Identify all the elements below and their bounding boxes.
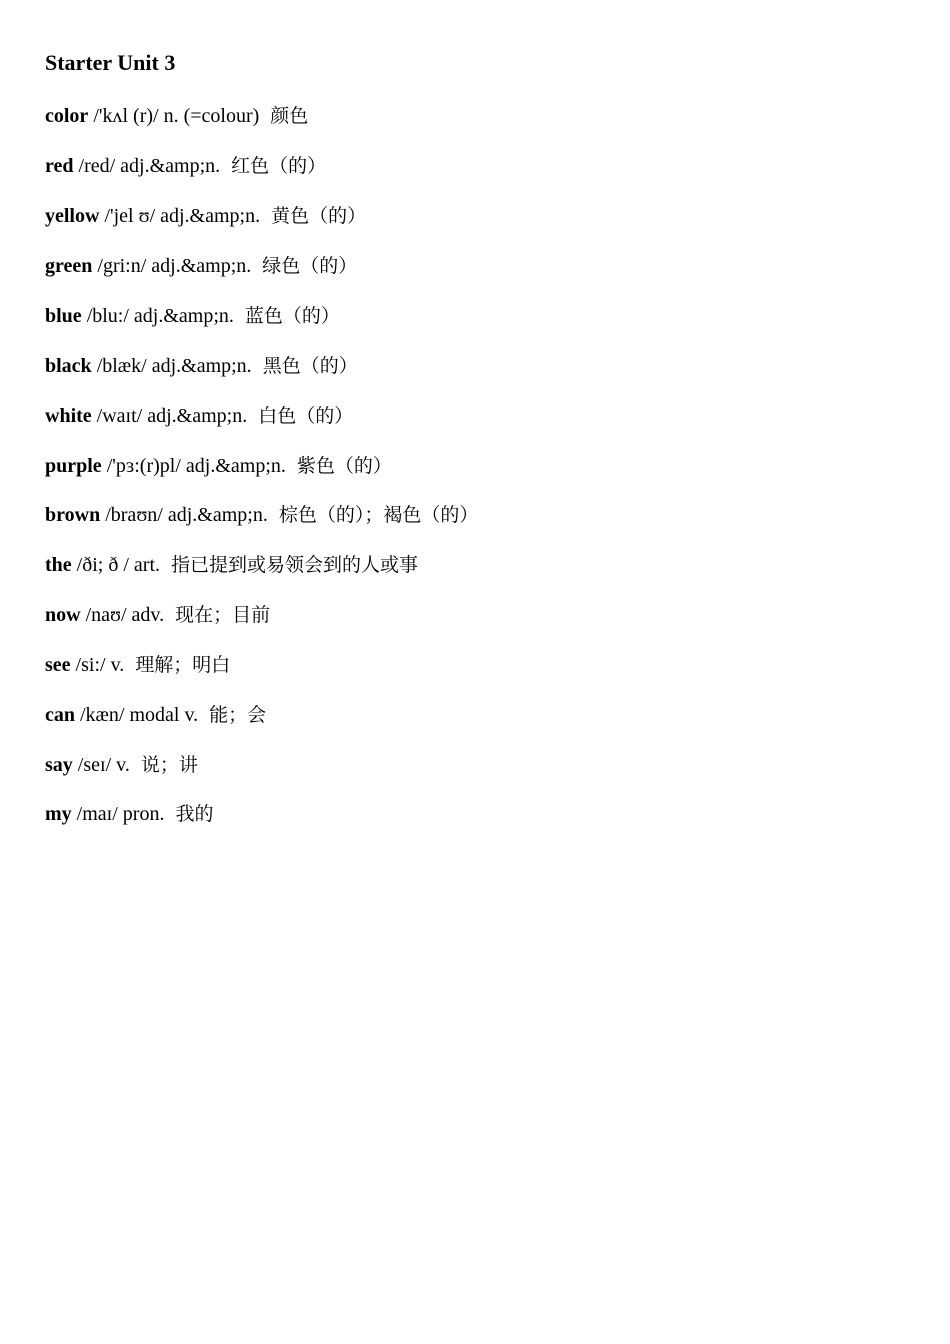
vocab-entry-the: [45, 552, 418, 578]
entry-pos: pron.: [122, 803, 165, 825]
entry-word: can: [45, 704, 75, 726]
vocab-entry-red: [45, 153, 326, 179]
entry-word: blue: [45, 305, 82, 327]
vocab-entry-white: [45, 403, 353, 429]
vocab-entry-black: [45, 353, 358, 379]
entry-phonetic: /naʊ/: [85, 604, 127, 626]
entry-meaning: 能；会: [209, 704, 267, 726]
vocab-entry-say: [45, 752, 198, 778]
vocab-entry-blue: [45, 303, 340, 329]
entry-word: green: [45, 255, 93, 277]
vocab-entry-brown: [45, 502, 478, 528]
entry-meaning: 黄色（的）: [271, 205, 367, 227]
entry-phonetic: /seɪ/: [77, 754, 112, 776]
entry-word: color: [45, 105, 89, 127]
vocab-entry-can: [45, 702, 266, 728]
entry-meaning: 颜色: [270, 105, 309, 127]
entry-meaning: 指已提到或易领会到的人或事: [171, 554, 419, 576]
vocab-entry-purple: [45, 453, 392, 479]
entry-phonetic: /red/: [78, 155, 116, 177]
entry-meaning: 紫色（的）: [296, 455, 392, 477]
entry-pos: adj.&amp;n.: [151, 355, 252, 377]
entry-pos: adj.&amp;n.: [167, 504, 268, 526]
entry-word: yellow: [45, 205, 100, 227]
page-title: Starter Unit 3: [45, 50, 176, 75]
entry-pos: adj.&amp;n.: [160, 205, 261, 227]
entry-phonetic: /maɪ/: [76, 803, 118, 825]
entry-phonetic: /kæn/: [80, 704, 125, 726]
entry-meaning: 绿色（的）: [262, 255, 358, 277]
entry-word: black: [45, 355, 92, 377]
vocab-entry-yellow: [45, 203, 366, 229]
entry-meaning: 现在；目前: [175, 604, 271, 626]
entry-phonetic: /blæk/: [96, 355, 147, 377]
entry-meaning: 棕色（的）；褐色（的）: [278, 504, 479, 526]
vocab-entry-now: [45, 602, 270, 628]
entry-word: purple: [45, 455, 102, 477]
entry-meaning: 理解；明白: [135, 654, 231, 676]
entry-pos: adj.&amp;n.: [120, 155, 221, 177]
vocab-entry-see: [45, 652, 230, 678]
entry-pos: adj.&amp;n.: [185, 455, 286, 477]
entry-meaning: 我的: [175, 803, 214, 825]
entry-phonetic: /ði; ð /: [76, 554, 129, 576]
entry-meaning: 红色（的）: [231, 155, 327, 177]
entry-pos: n. (=colour): [163, 105, 260, 127]
vocab-entry-green: [45, 253, 357, 279]
entry-phonetic: /'kʌl (r)/: [93, 105, 159, 127]
entry-meaning: 白色（的）: [258, 405, 354, 427]
entry-word: say: [45, 754, 73, 776]
entry-word: see: [45, 654, 71, 676]
entry-phonetic: /si:/: [75, 654, 106, 676]
entry-meaning: 说；讲: [140, 754, 198, 776]
entry-word: red: [45, 155, 74, 177]
entry-word: now: [45, 604, 81, 626]
entry-pos: art.: [133, 554, 160, 576]
entry-pos: v.: [116, 754, 130, 776]
entry-meaning: 黑色（的）: [262, 355, 358, 377]
entry-pos: v.: [110, 654, 125, 676]
entry-word: brown: [45, 504, 101, 526]
entry-phonetic: /braʊn/: [105, 504, 163, 526]
entry-phonetic: /'pɜ:(r)pl/: [106, 455, 181, 477]
entry-word: my: [45, 803, 72, 825]
entry-pos: adj.&amp;n.: [151, 255, 252, 277]
entry-phonetic: /blu:/: [86, 305, 129, 327]
entry-phonetic: /'jel ʊ/: [104, 205, 156, 227]
entry-pos: adj.&amp;n.: [133, 305, 234, 327]
entry-pos: modal v.: [129, 704, 199, 726]
entry-word: white: [45, 405, 92, 427]
entry-meaning: 蓝色（的）: [244, 305, 340, 327]
vocab-entry-color: [45, 103, 308, 129]
entry-phonetic: /gri:n/: [97, 255, 147, 277]
entry-pos: adv.: [131, 604, 165, 626]
entry-word: the: [45, 554, 72, 576]
vocab-entry-my: [45, 801, 213, 827]
entry-phonetic: /waɪt/: [96, 405, 143, 427]
entry-pos: adj.&amp;n.: [147, 405, 248, 427]
